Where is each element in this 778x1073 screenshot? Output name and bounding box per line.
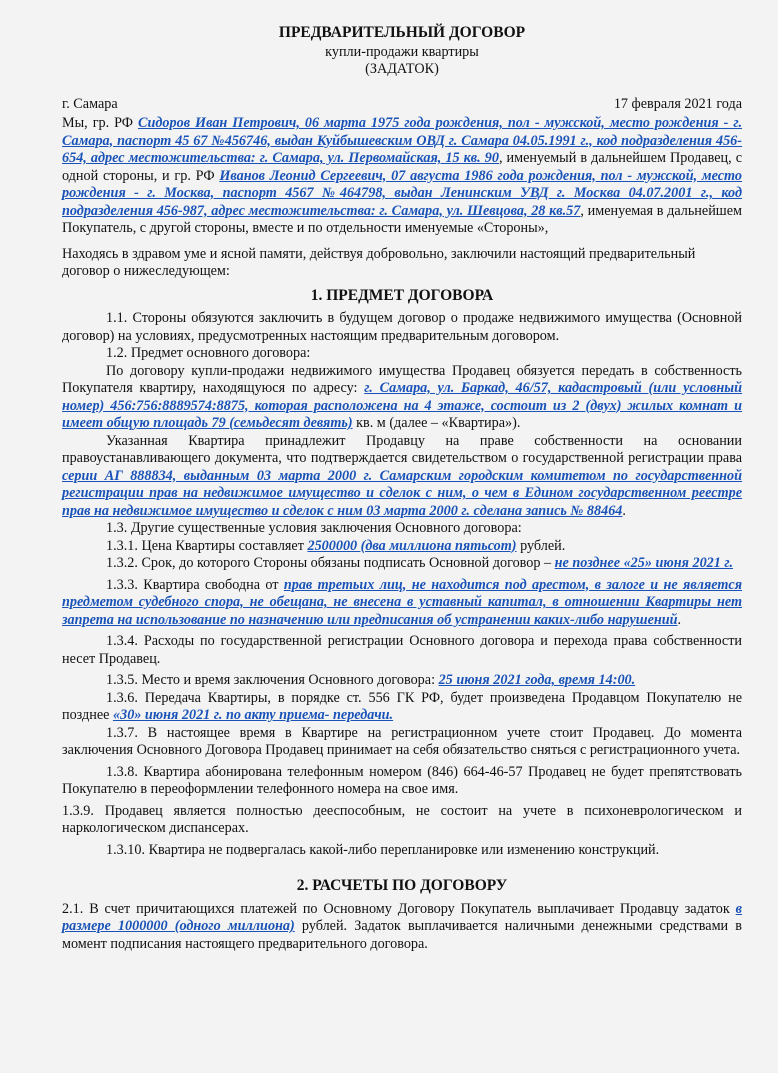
section-2-title: 2. РАСЧЕТЫ ПО ДОГОВОРУ — [296, 877, 508, 894]
clause-1-3-5: 1.3.5. Место и время заключения Основного договора: 25 июня 2021 года, время 14:00. — [106, 672, 636, 688]
clause-1-3-3: 1.3.3. Квартира свободна от прав третьих лиц, не находится под арестом, в залоге и не является предметом судебного спора, не обещана, не внесена в уставный капитал, в отношении Квартиры нет запрета на использование по назначению или предписания об устранении каких-либо нарушений. — [62, 576, 743, 628]
place: г. Самара — [62, 95, 118, 112]
parties-paragraph — [62, 115, 742, 238]
parties-text-1: Мы, гр. РФ — [62, 115, 139, 131]
document-title: ПРЕДВАРИТЕЛЬНЫЙ ДОГОВОР — [278, 24, 526, 41]
date: 17 февраля 2021 года — [613, 95, 742, 112]
deposit-amount: в размере 1000000 (одного миллиона) — [62, 900, 742, 934]
transfer-date: «30» июня 2021 г. по акту приема- передачи. — [113, 707, 394, 723]
clause-1-3-6: 1.3.6. Передача Квартиры, в порядке ст. 556 ГК РФ, будет произведена Продавцом Покупателю не позднее «30» июня 2021 г. по акту приема- передачи. — [62, 689, 742, 723]
parties-text-3: , именуемая в дальнейшем Покупатель, с другой стороны, вместе и по отдельности именуемые «Стороны», — [62, 202, 742, 236]
clause-1-3-1: 1.3.1. Цена Квартиры составляет 2500000 (два миллиона пятьсот) рублей. — [106, 537, 566, 554]
parties-text-2: , именуемый в дальнейшем Продавец, с одной стороны, и гр. РФ — [62, 150, 742, 184]
document-note: (ЗАДАТОК) — [365, 61, 439, 77]
preamble: Находясь в здравом уме и ясной памяти, действуя добровольно, заключили настоящий предварительный договор о нижеследующем: — [62, 245, 696, 279]
signing-datetime: 25 июня 2021 года, время 14:00. — [438, 672, 636, 688]
document-subtitle: купли-продажи квартиры — [325, 43, 479, 60]
clause-1-3-8: 1.3.8. Квартира абонирована телефонным номером (846) 664-46-57 Продавец не будет препятствовать Покупателю в переоформлении телефонного номера на свое имя. — [62, 763, 742, 797]
clause-1-1: 1.1. Стороны обязуются заключить в будущем договор о продаже недвижимого имущества (Основной договор) на условиях, предусмотренных настоящим предварительным договором. — [62, 310, 742, 344]
clause-1-2-a: По договору купли-продажи недвижимого имущества Продавец обязуется передать в собственность Покупателя квартиру, находящуюся по адресу: г. Самара, ул. Баркад, 46/57, кадастровый (или условный номер) 456:756:8889574:8875, которая расположена на 4 этаже, состоит из 2 (двух) жилых комнат и имеет общую площадь 79 (семьдесят девять) кв. м (далее – «Квартира»). — [62, 362, 742, 431]
certificate-details: серии АГ 888834, выданным 03 марта 2000 г. Самарским городским комитетом по государственной регистрации прав на недвижимое имущество и сделок с ним, о чем в Едином государственном реестре прав на недвижимое имущество и сделок с ним 03 марта 2000 г. сделана запись № 88464 — [62, 467, 742, 519]
encumbrance-details: прав третьих лиц, не находится под арестом, в залоге и не является предметом судебного спора, не обещана, не внесена в уставный капитал, в отношении Квартиры нет запрета на использование по назначению или предписания об устранении каких-либо нарушений — [62, 576, 743, 628]
property-details: г. Самара, ул. Баркад, 46/57, кадастровый (или условный номер) 456:756:8889574:8875, которая расположена на 4 этаже, состоит из 2 (двух) жилых комнат и имеет общую площадь 79 (семьдесят девять) — [62, 380, 742, 431]
clause-1-3-7: 1.3.7. В настоящее время в Квартире на регистрационном учете стоит Продавец. До момента заключения Основного Договора Продавец принимает на себя обязательство сняться с регистрационного учета. — [62, 724, 742, 758]
clause-1-3-2: 1.3.2. Срок, до которого Стороны обязаны подписать Основной договор – не позднее «25» июня 2021 г. — [106, 555, 733, 571]
buyer-details: Иванов Леонид Сергеевич, 07 августа 1986 года рождения, пол - мужской, место рождения - г. Москва, паспорт 4567 №464798, выдан Ленинским УВД г. Москва 04.07.2001 г., код подразделения 456-987, адрес местожительства: г. Самара, ул. Шевцова, 28 кв.57 — [62, 167, 742, 219]
place-date-row — [62, 96, 742, 114]
deadline-value: не позднее «25» июня 2021 г. — [554, 555, 733, 571]
clause-1-2: 1.2. Предмет основного договора: — [106, 345, 311, 361]
clause-1-3-9: 1.3.9. Продавец является полностью дееспособным, не состоит на учете в психоневрологическом и наркологическом диспансерах. — [62, 802, 742, 836]
clause-1-2-b: Указанная Квартира принадлежит Продавцу на праве собственности на основании правоустанавливающего документа, что подтверждается свидетельством о государственной регистрации права серии АГ 888834, выданным 03 марта 2000 г. Самарским городским комитетом по государственной регистрации прав на недвижимое имущество и сделок с ним, о чем в Едином государственном реестре прав на недвижимое имущество и сделок с ним 03 марта 2000 г. сделана запись № 88464. — [62, 432, 742, 519]
seller-details: Сидоров Иван Петрович, 06 марта 1975 года рождения, пол - мужской, место рождения - г. Самара, паспорт 45 67 №456746, выдан Куйбышевским ОВД г. Самара 04.05.1991 г., код подразделения 456-654, адрес местожительства: г. Самара, ул. Первомайская, 15 кв. 90 — [62, 115, 742, 166]
document-header — [62, 24, 742, 79]
price-value: 2500000 (два миллиона пятьсот) — [307, 537, 517, 554]
clause-1-3-4: 1.3.4. Расходы по государственной регистрации Основного договора и перехода права собственности несет Продавец. — [62, 633, 742, 667]
section-1-title: 1. ПРЕДМЕТ ДОГОВОРА — [310, 286, 494, 304]
clause-1-3: 1.3. Другие существенные условия заключения Основного договора: — [106, 520, 522, 536]
clause-2-1: 2.1. В счет причитающихся платежей по Основному Договору Покупатель выплачивает Продавцу задаток в размере 1000000 (одного миллиона) рублей. Задаток выплачивается наличными денежными средствами в момент подписания настоящего предварительного договора. — [62, 900, 742, 952]
clause-1-3-10: 1.3.10. Квартира не подвергалась какой-либо перепланировке или изменению конструкций. — [106, 841, 660, 858]
